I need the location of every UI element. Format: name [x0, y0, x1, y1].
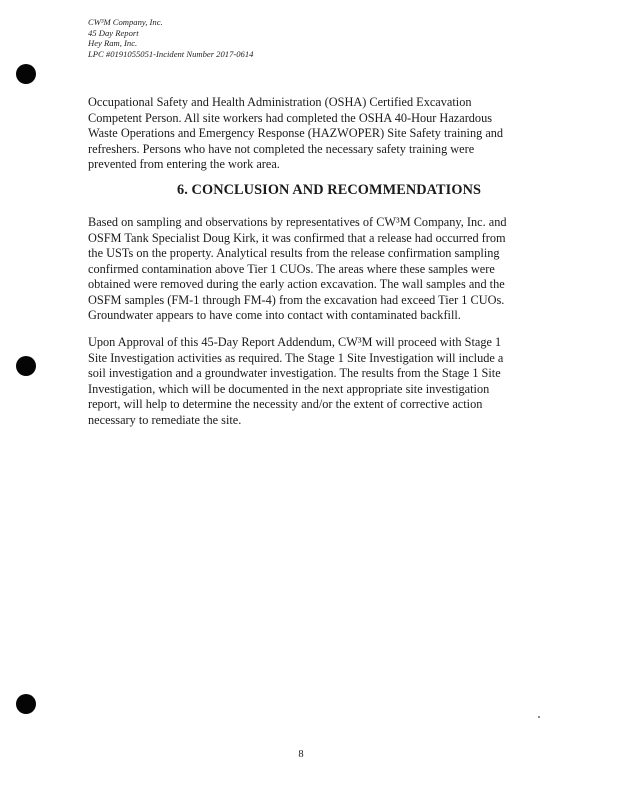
paragraph-line: Groundwater appears to have come into contact with contaminated backfill.	[88, 308, 461, 322]
page-number: 8	[298, 749, 304, 760]
header-line-company: CW³M Company, Inc.	[88, 17, 163, 27]
section-heading-text: 6. CONCLUSION AND RECOMMENDATIONS	[176, 182, 482, 198]
paragraph-safety-training	[88, 95, 516, 173]
paragraph-line: OSFM Tank Specialist Doug Kirk, it was confirmed that a release had occurred from	[88, 230, 506, 245]
paragraph-line: Occupational Safety and Health Administration (OSHA) Certified Excavation	[88, 95, 472, 109]
binder-hole-middle	[16, 356, 36, 376]
paragraph-line: prevented from entering the work area.	[88, 157, 280, 171]
paragraph-line: Competent Person. All site workers had completed the OSHA 40-Hour Hazardous	[88, 110, 493, 125]
paragraph-recommendation	[88, 335, 516, 428]
paragraph-line: soil investigation and a groundwater investigation. The results from the Stage 1 Site	[88, 366, 501, 380]
paragraph-line: Based on sampling and observations by representatives of CW³M Company, Inc. and	[88, 215, 507, 229]
paragraph-line: Investigation, which will be documented in the next appropriate site investigation	[88, 381, 490, 396]
paragraph-line: OSFM samples (FM-1 through FM-4) from the excavation had exceed Tier 1 CUOs.	[88, 292, 505, 307]
paragraph-line: Upon Approval of this 45-Day Report Addendum, CW³M will proceed with Stage 1	[88, 335, 502, 349]
section-heading	[0, 182, 618, 199]
paragraph-line: obtained were removed during the early action excavation. The wall samples and the	[88, 277, 505, 291]
page-header	[88, 17, 253, 59]
binder-hole-bottom	[16, 694, 36, 714]
paragraph-line: Site Investigation activities as required. The Stage 1 Site Investigation will include a	[88, 350, 504, 365]
header-line-incident: LPC #0191055051-Incident Number 2017-0614	[88, 48, 254, 59]
scan-speck	[538, 716, 540, 718]
paragraph-line: refreshers. Persons who have not completed the necessary safety training were	[88, 141, 475, 156]
header-line-client: Hey Ram, Inc.	[88, 38, 138, 49]
paragraph-line: Waste Operations and Emergency Response (HAZWOPER) Site Safety training and	[88, 126, 504, 140]
paragraph-line: confirmed contamination above Tier 1 CUOs. The areas where these samples were	[88, 261, 495, 276]
paragraph-conclusion	[88, 215, 516, 324]
paragraph-line: report, will help to determine the necessity and/or the extent of corrective action	[88, 397, 483, 411]
paragraph-line: the USTs on the property. Analytical results from the release confirmation sampling	[88, 246, 500, 260]
binder-hole-top	[16, 64, 36, 84]
paragraph-line: necessary to remediate the site.	[88, 412, 242, 427]
header-line-report: 45 Day Report	[88, 27, 139, 38]
